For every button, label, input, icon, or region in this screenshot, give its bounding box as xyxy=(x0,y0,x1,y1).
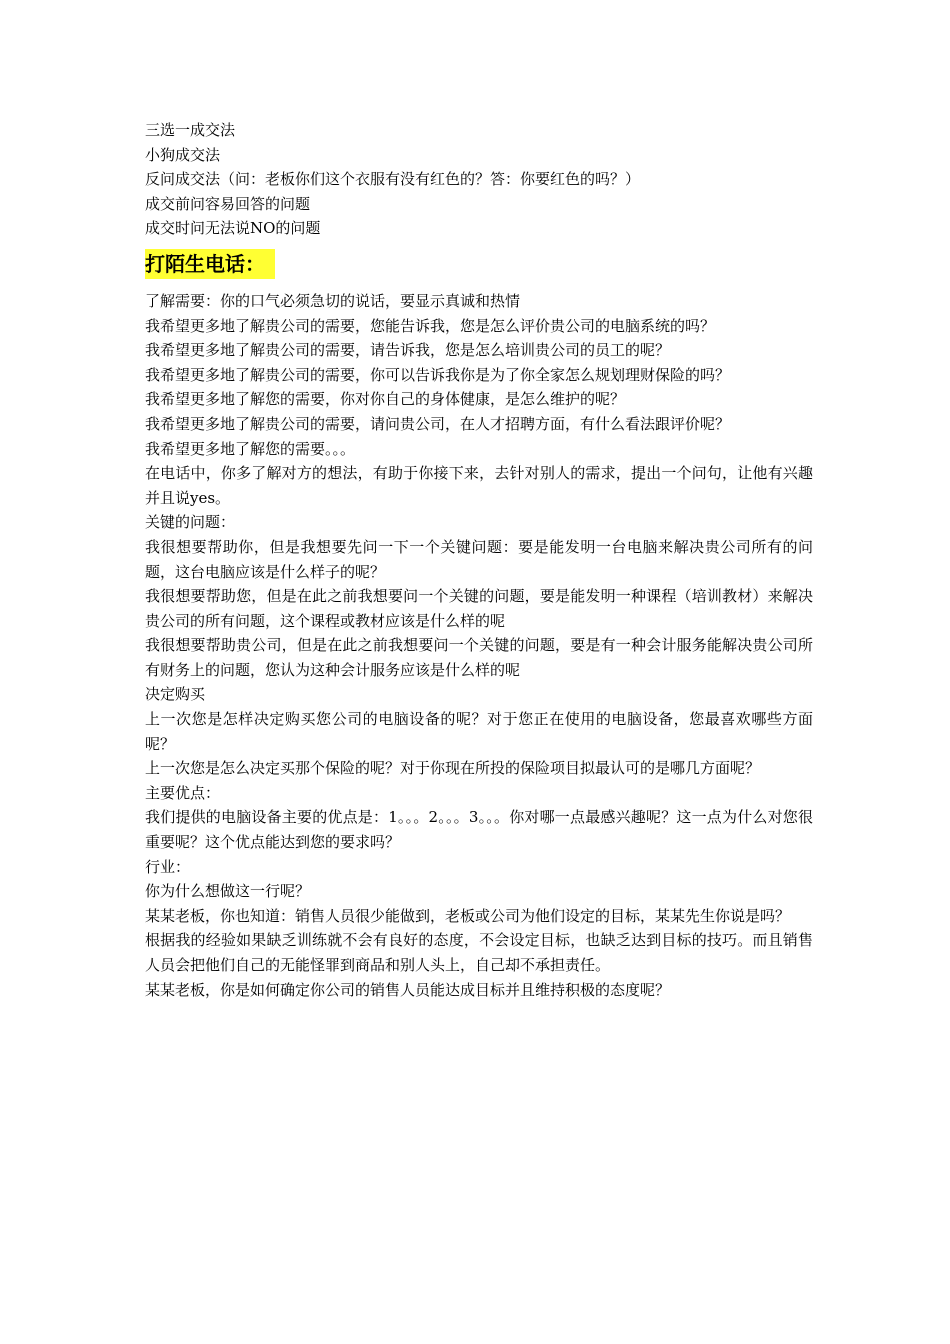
body-paragraph: 我希望更多地了解贵公司的需要，你可以告诉我你是为了你全家怎么规划理财保险的吗？ xyxy=(145,365,731,384)
intro-line: 成交时问无法说NO的问题 xyxy=(145,219,321,238)
intro-line: 反问成交法（问：老板你们这个衣服有没有红色的？答：你要红色的吗？） xyxy=(145,170,641,189)
body-paragraph: 某某老板，你也知道：销售人员很少能做到，老板或公司为他们设定的目标，某某先生你说是吗？ xyxy=(145,906,791,925)
document-page xyxy=(145,118,813,1002)
body-paragraph: 上一次您是怎么决定买那个保险的呢？对于你现在所投的保险项目拟最认可的是哪几方面呢？ xyxy=(145,759,761,778)
body-paragraph: 我希望更多地了解贵公司的需要，请告诉我，您是怎么培训贵公司的员工的呢？ xyxy=(145,341,671,360)
body-paragraph: 我很想要帮助贵公司，但是在此之前我想要问一个关键的问题，要是有一种会计服务能解决贵公司所有财务上的问题，您认为这种会计服务应该是什么样的呢 xyxy=(145,636,813,679)
body-paragraph: 我希望更多地了解贵公司的需要，您能告诉我，您是怎么评价贵公司的电脑系统的吗？ xyxy=(145,316,716,335)
body-paragraph: 根据我的经验如果缺乏训练就不会有良好的态度，不会设定目标，也缺乏达到目标的技巧。而且销售人员会把他们自己的无能怪罪到商品和别人头上，自己却不承担责任。 xyxy=(145,931,813,974)
body-paragraph: 我们提供的电脑设备主要的优点是：1。。。2。。。3。。。你对哪一点最感兴趣呢？这一点为什么对您很重要呢？这个优点能达到您的要求吗？ xyxy=(145,808,813,852)
body-paragraph: 我希望更多地了解您的需要，你对你自己的身体健康，是怎么维护的呢？ xyxy=(145,390,626,409)
intro-line: 小狗成交法 xyxy=(145,145,221,164)
body-paragraph: 上一次您是怎样决定购买您公司的电脑设备的呢？对于您正在使用的电脑设备，您最喜欢哪些方面呢？ xyxy=(145,710,813,753)
body-paragraph: 我希望更多地了解贵公司的需要，请问贵公司，在人才招聘方面，有什么看法跟评价呢？ xyxy=(145,414,731,433)
intro-line: 三选一成交法 xyxy=(145,121,236,139)
body-paragraph: 我很想要帮助您，但是在此之前我想要问一个关键的问题，要是能发明一种课程（培训教材）来解决贵公司的所有问题，这个课程或教材应该是什么样的呢 xyxy=(145,587,813,630)
subheading-line: 关键的问题： xyxy=(145,513,236,532)
body-paragraph: 了解需要：你的口气必须急切的说话，要显示真诚和热情 xyxy=(145,291,521,310)
body-paragraph: 你为什么想做这一行呢？ xyxy=(145,882,311,901)
subheading-line: 决定购买 xyxy=(145,685,206,704)
body-paragraph: 我很想要帮助你，但是我想要先问一下一个关键问题：要是能发明一台电脑来解决贵公司所有的问题，这台电脑应该是什么样子的呢？ xyxy=(145,537,813,581)
section-heading-container xyxy=(145,249,813,281)
subheading-line: 行业： xyxy=(145,857,191,876)
subheading-line: 主要优点： xyxy=(145,783,221,802)
body-paragraph: 某某老板，你是如何确定你公司的销售人员能达成目标并且维持积极的态度呢？ xyxy=(145,980,671,999)
body-paragraph: 我希望更多地了解您的需要。。。 xyxy=(145,439,356,458)
section-heading: 打陌生电话： xyxy=(145,249,275,279)
body-paragraph: 在电话中，你多了解对方的想法，有助于你接下来，去针对别人的需求，提出一个问句，让他有兴趣并且说yes。 xyxy=(145,464,813,507)
intro-line: 成交前问容易回答的问题 xyxy=(145,194,311,213)
